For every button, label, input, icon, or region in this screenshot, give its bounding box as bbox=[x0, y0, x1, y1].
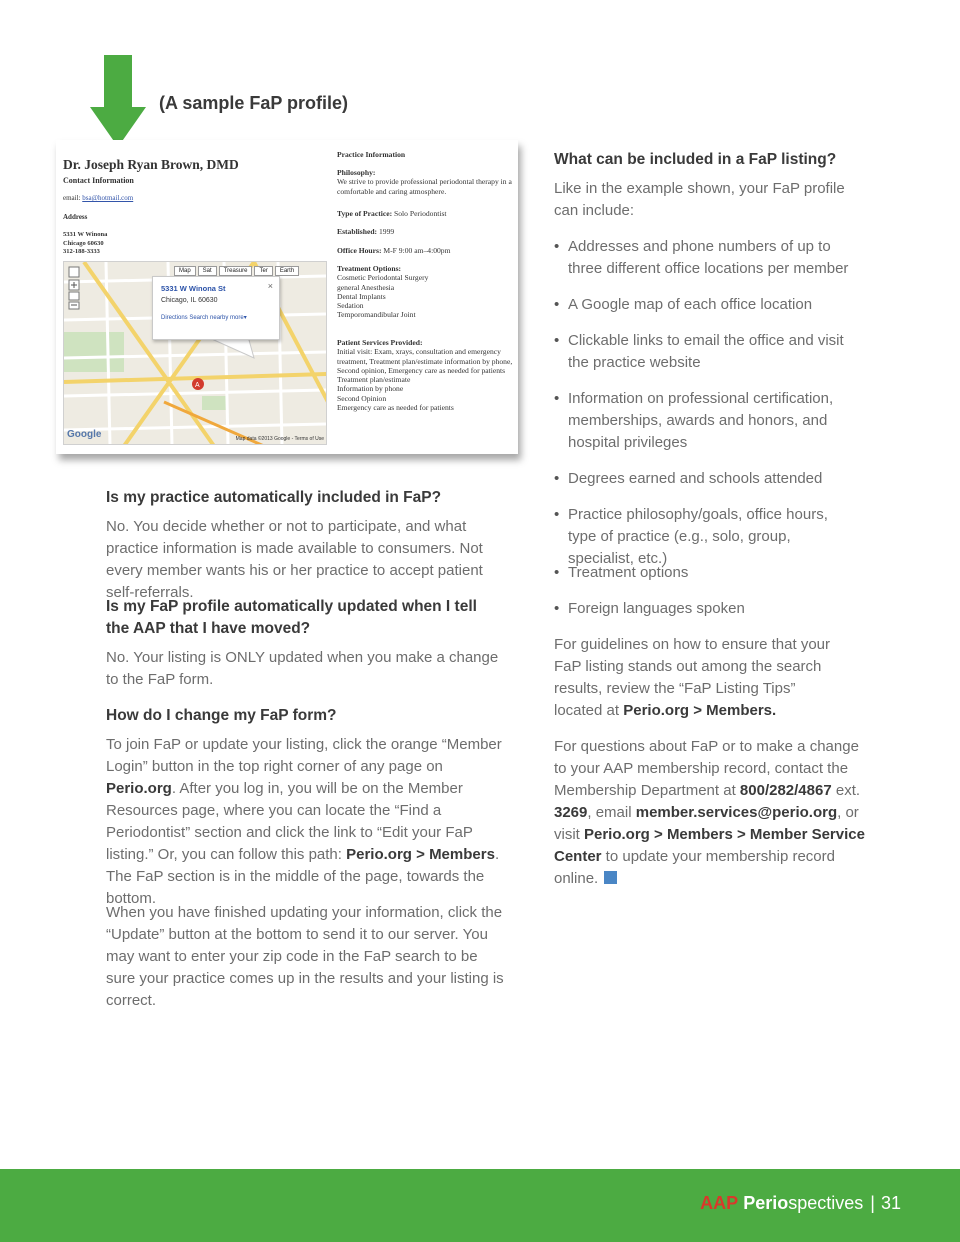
member-service-center-link[interactable]: Perio.org > Members > Member Service Center bbox=[554, 826, 865, 865]
contact-paragraph bbox=[554, 736, 874, 890]
members-link[interactable]: Perio.org > Members. bbox=[623, 702, 777, 719]
phone-extension: 3269 bbox=[554, 804, 588, 821]
text-run: For questions about FaP or to make a change to your AAP membership record, contact the Membership Department at bbox=[554, 738, 859, 799]
list-item: • Addresses and phone numbers of up to three different office locations per member bbox=[554, 238, 849, 277]
map-credit: Map data ©2013 Google - Terms of Use bbox=[235, 436, 324, 442]
question-heading: Is my practice automatically included in FaP? bbox=[106, 489, 442, 506]
established-label: Established: bbox=[337, 227, 378, 236]
footer-brand bbox=[700, 1193, 901, 1214]
page-number: 31 bbox=[880, 1193, 901, 1213]
office-hours bbox=[337, 246, 515, 255]
answer-paragraph bbox=[106, 734, 510, 910]
figure-caption: (A sample FaP profile) bbox=[159, 93, 349, 113]
map-type-controls bbox=[174, 266, 299, 276]
email-line bbox=[63, 194, 133, 202]
text-run: , email bbox=[587, 804, 636, 821]
doctor-name: Dr. Joseph Ryan Brown, DMD bbox=[63, 157, 239, 172]
map-type-button[interactable]: Sat bbox=[198, 266, 217, 276]
brand-rest: spectives bbox=[788, 1193, 864, 1213]
map-pan-zoom-icon[interactable] bbox=[68, 266, 80, 310]
type-label: Type of Practice: bbox=[337, 209, 393, 218]
services-item: Emergency care as needed for patients bbox=[337, 403, 454, 413]
map-popup-street: 5331 W Winona St bbox=[161, 284, 226, 293]
address-line: Chicago 60630 bbox=[63, 239, 104, 247]
text-run: To join FaP or update your listing, click the orange “Member Login” button in the top right corner of any page on bbox=[106, 736, 502, 775]
end-mark-icon bbox=[604, 871, 617, 884]
text-run: ext. bbox=[831, 782, 861, 799]
hours-value: M-F 9:00 am–4:00pm bbox=[383, 246, 451, 255]
question-heading bbox=[106, 596, 516, 640]
services-text: Initial visit: Exam, xrays, consultation and emergency treatment, Treatment plan/estimate information by phone, Second opinion, Emergency care as needed for patients bbox=[337, 347, 513, 375]
question-heading: How do I change my FaP form? bbox=[106, 707, 337, 724]
svg-text:A: A bbox=[195, 382, 200, 389]
map-popup-city: Chicago, IL 60630 bbox=[161, 297, 218, 304]
list-item: • A Google map of each office location bbox=[554, 296, 813, 313]
list-item: • Clickable links to email the office and visit the practice website bbox=[554, 332, 844, 371]
address-line: 5331 W Winona bbox=[63, 231, 108, 238]
practice-heading: Practice Information bbox=[337, 150, 406, 159]
text-run: to update your membership record online. bbox=[554, 848, 835, 887]
footer-separator: | bbox=[870, 1193, 875, 1213]
sample-profile-card bbox=[56, 140, 518, 454]
hours-label: Office Hours: bbox=[337, 246, 382, 255]
section-heading: What can be included in a FaP listing? bbox=[554, 151, 837, 168]
perio-link[interactable]: Perio.org bbox=[106, 780, 172, 797]
phone-number: 800/282/4867 bbox=[739, 782, 832, 799]
down-arrow-icon bbox=[90, 55, 146, 147]
text-run: For guidelines on how to ensure that your FaP listing stands out among the search results, review the “FaP Listing Tips” located at bbox=[554, 636, 830, 719]
map-type-button[interactable]: Map bbox=[174, 266, 196, 276]
list-item: • Degrees earned and schools attended bbox=[554, 470, 823, 487]
treatment-item: general Anesthesia bbox=[337, 282, 395, 292]
philosophy-label: Philosophy: bbox=[337, 168, 376, 177]
page-footer bbox=[0, 1169, 960, 1242]
google-logo: Google bbox=[67, 429, 102, 440]
treatment-options bbox=[337, 264, 515, 320]
answer-paragraph: When you have finished updating your information, click the “Update” button at the bottom to send it to our server. You may want to enter your zip code in the FaP search to be sure your practice comes up in the results and your listing is correct. bbox=[106, 904, 504, 1009]
treatment-item: Cosmetic Periodontal Surgery bbox=[337, 273, 429, 283]
philosophy-text: We strive to provide professional periodontal therapy in a comfortable and caring atmosphere. bbox=[337, 177, 512, 196]
services-item: Treatment plan/estimate bbox=[337, 375, 411, 385]
text-run: , or visit bbox=[554, 804, 859, 843]
email-label: email: bbox=[63, 194, 81, 202]
intro-paragraph: Like in the example shown, your FaP profile can include: bbox=[554, 180, 845, 219]
map-info-window bbox=[152, 276, 280, 340]
question-line: the AAP that I have moved? bbox=[106, 620, 311, 637]
type-value: Solo Periodontist bbox=[394, 209, 447, 218]
address-block bbox=[63, 231, 107, 257]
address-line: 312-188-3333 bbox=[63, 248, 100, 255]
list-item: • Treatment options bbox=[554, 564, 689, 581]
answer-paragraph: No. You decide whether or not to participate, and what practice information is made available to consumers. Not every member wants his or her practice to accept patient self-referrals. bbox=[106, 518, 483, 601]
brand-aap: AAP bbox=[700, 1193, 739, 1213]
patient-services bbox=[337, 338, 515, 412]
members-path[interactable]: Perio.org > Members bbox=[346, 846, 495, 863]
treatment-item: Sedation bbox=[337, 301, 364, 311]
map-type-button[interactable]: Treasure bbox=[219, 266, 253, 276]
google-map[interactable] bbox=[63, 261, 327, 445]
close-icon[interactable]: × bbox=[267, 281, 273, 291]
question-line: Is my FaP profile automatically updated when I tell bbox=[106, 598, 477, 615]
services-item: Information by phone bbox=[337, 384, 404, 394]
map-type-button[interactable]: Ter bbox=[254, 266, 272, 276]
treatment-item: Temporomandibular Joint bbox=[337, 310, 416, 320]
text-run: . After you log in, you will be on the Member Resources page, where you can locate the “Find a Periodontist” section and click the link to “Edit your FaP listing.” Or, you can follow this path: bbox=[106, 780, 473, 863]
list-item: • Practice philosophy/goals, office hours, type of practice (e.g., solo, group, specialist, etc.) bbox=[554, 506, 828, 567]
map-type-button[interactable]: Earth bbox=[275, 266, 299, 276]
practice-type bbox=[337, 209, 515, 218]
address-heading: Address bbox=[63, 213, 88, 221]
list-item: • Foreign languages spoken bbox=[554, 600, 745, 617]
text-run: . The FaP section is in the middle of the page, towards the bottom. bbox=[106, 846, 500, 907]
services-label: Patient Services Provided: bbox=[337, 338, 423, 347]
answer-paragraph: No. Your listing is ONLY updated when you make a change to the FaP form. bbox=[106, 649, 499, 688]
treatment-label: Treatment Options: bbox=[337, 264, 402, 273]
map-popup-links[interactable]: Directions Search nearby more▾ bbox=[161, 315, 247, 321]
guidelines-paragraph bbox=[554, 634, 844, 722]
list-item: • Information on professional certification, memberships, awards and honors, and hospital privileges bbox=[554, 390, 834, 451]
brand-perio: Perio bbox=[743, 1193, 789, 1213]
contact-heading: Contact Information bbox=[63, 176, 134, 185]
philosophy-block bbox=[337, 168, 515, 196]
established bbox=[337, 227, 515, 236]
email-link[interactable]: bsa@hotmail.com bbox=[82, 194, 134, 202]
email-link[interactable]: member.services@perio.org bbox=[635, 804, 838, 821]
treatment-item: Dental Implants bbox=[337, 291, 386, 301]
established-value: 1999 bbox=[379, 227, 395, 236]
services-item: Second Opinion bbox=[337, 393, 387, 403]
